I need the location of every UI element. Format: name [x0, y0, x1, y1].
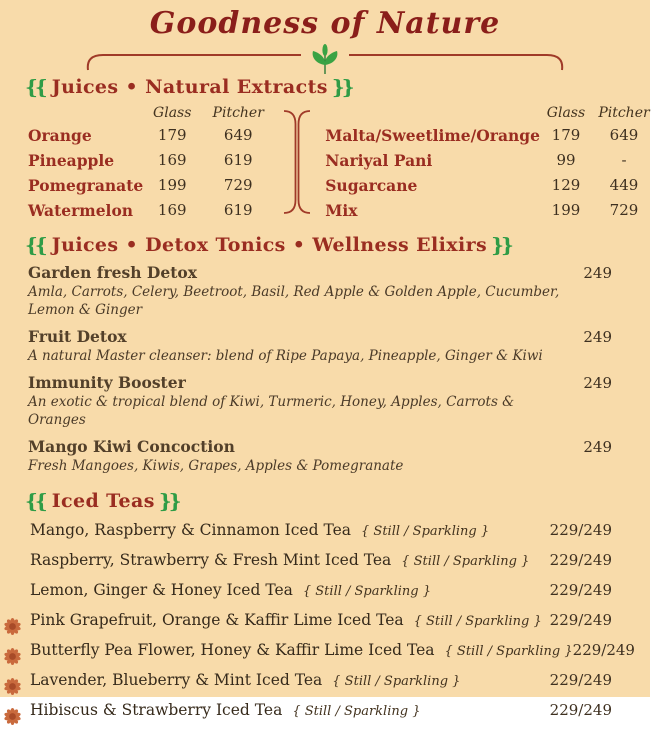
juice-glass-price: 199 [157, 176, 187, 194]
rosette-flower-icon [4, 708, 21, 725]
juice-name: Malta/Sweetlime/Orange [325, 126, 540, 145]
section-title-detox [25, 233, 650, 257]
variant-note: { Still / Sparkling } [361, 524, 490, 539]
item-price: 229/249 [572, 641, 635, 659]
menu-item [28, 327, 612, 365]
juice-glass-price: 179 [157, 126, 187, 144]
item-price: 249 [583, 374, 612, 392]
juice-glass-price: 99 [556, 151, 576, 169]
item-name: Raspberry, Strawberry & Fresh Mint Iced Tea [30, 551, 392, 569]
juice-name: Sugarcane [325, 176, 418, 195]
item-description: Amla, Carrots, Celery, Beetroot, Basil, Red Apple & Golden Apple, Cucumber, Lemon & Ginger [28, 284, 560, 318]
header-divider-leaf-icon [0, 43, 650, 75]
section-title-text: Juices • Detox Tonics • Wellness Elixirs [51, 234, 488, 256]
juice-glass-price: 169 [157, 151, 187, 169]
variant-note: { Still / Sparkling } [413, 614, 542, 629]
column-header-pitcher: Pitcher [212, 105, 264, 121]
menu-item [4, 551, 612, 581]
juice-pitcher-price: 619 [223, 151, 253, 169]
juice-pitcher-price: 649 [609, 126, 639, 144]
juices-tables [28, 103, 650, 223]
brace-right: }} [331, 75, 352, 99]
item-name: Butterfly Pea Flower, Honey & Kaffir Lime Iced Tea [30, 641, 435, 659]
variant-note: { Still / Sparkling } [302, 584, 432, 599]
juices-table-left [28, 103, 275, 223]
juice-glass-price: 129 [551, 176, 581, 194]
variant-note: { Still / Sparkling } [401, 554, 530, 569]
table-divider-bracket-icon [275, 107, 319, 217]
juice-glass-price: 179 [551, 126, 581, 144]
brace-left: {{ [25, 233, 45, 257]
item-name: Lavender, Blueberry & Mint Iced Tea [30, 671, 323, 689]
menu-item [4, 671, 612, 701]
juice-pitcher-price: 649 [223, 126, 253, 144]
item-price: 229/249 [549, 611, 612, 629]
column-header-glass: Glass [153, 105, 192, 121]
menu-item [28, 263, 612, 319]
variant-note: { Still / Sparkling } [444, 644, 573, 659]
section-title-text: Juices • Natural Extracts [51, 76, 328, 98]
item-price: 229/249 [549, 581, 612, 599]
item-price: 229/249 [549, 671, 612, 689]
iced-teas-section [0, 489, 650, 731]
item-price: 229/249 [549, 701, 612, 719]
variant-note: { Still / Sparkling } [292, 704, 421, 719]
menu-item [4, 611, 612, 641]
juice-name: Nariyal Pani [325, 151, 433, 170]
rosette-flower-icon [4, 618, 21, 635]
juice-name: Mix [325, 201, 358, 220]
item-price: 249 [583, 328, 612, 346]
juice-name: Pomegranate [28, 176, 144, 195]
menu-item [28, 373, 612, 429]
variant-note: { Still / Sparkling } [332, 674, 461, 689]
juice-name: Watermelon [28, 201, 134, 220]
item-description: A natural Master cleanser: blend of Ripe Papaya, Pineapple, Ginger & Kiwi [28, 348, 543, 364]
item-name: Mango, Raspberry & Cinnamon Iced Tea [30, 521, 352, 539]
juice-name: Orange [28, 126, 92, 145]
item-price: 229/249 [549, 521, 612, 539]
brace-right: }} [491, 233, 511, 257]
juice-pitcher-price: 449 [609, 176, 639, 194]
brace-left: {{ [25, 75, 45, 99]
rosette-flower-icon [4, 678, 21, 695]
section-title-iced-teas [25, 489, 650, 513]
juice-pitcher-price: - [621, 151, 627, 169]
juice-pitcher-price: 619 [223, 201, 253, 219]
menu-item [4, 521, 612, 551]
item-name: Pink Grapefruit, Orange & Kaffir Lime Iced Tea [30, 611, 404, 629]
section-title-juices [25, 75, 650, 99]
item-name: Lemon, Ginger & Honey Iced Tea [30, 581, 293, 599]
column-header-pitcher: Pitcher [598, 105, 650, 121]
item-name: Hibiscus & Strawberry Iced Tea [30, 701, 283, 719]
section-title-text: Iced Teas [51, 490, 155, 512]
juice-name: Pineapple [28, 151, 115, 170]
item-name: Garden fresh Detox [28, 263, 197, 282]
juices-table-right [325, 103, 656, 223]
item-description: An exotic & tropical blend of Kiwi, Turmeric, Honey, Apples, Carrots & Oranges [28, 394, 515, 428]
juice-glass-price: 169 [157, 201, 187, 219]
item-price: 249 [583, 264, 612, 282]
brace-left: {{ [25, 489, 45, 513]
juice-glass-price: 199 [551, 201, 581, 219]
menu-item [28, 437, 612, 475]
item-price: 249 [583, 438, 612, 456]
item-name: Fruit Detox [28, 327, 127, 346]
juice-pitcher-price: 729 [223, 176, 253, 194]
item-price: 229/249 [549, 551, 612, 569]
juice-pitcher-price: 729 [609, 201, 639, 219]
menu-item [4, 701, 612, 731]
item-description: Fresh Mangoes, Kiwis, Grapes, Apples & Pomegranate [28, 458, 404, 474]
detox-list [28, 263, 612, 475]
menu-item [4, 581, 612, 611]
page-title: Goodness of Nature [149, 6, 501, 41]
item-name: Mango Kiwi Concoction [28, 437, 235, 456]
item-name: Immunity Booster [28, 373, 186, 392]
brace-right: }} [158, 489, 179, 513]
column-header-glass: Glass [546, 105, 586, 121]
menu-item [4, 641, 635, 671]
rosette-flower-icon [4, 648, 21, 665]
